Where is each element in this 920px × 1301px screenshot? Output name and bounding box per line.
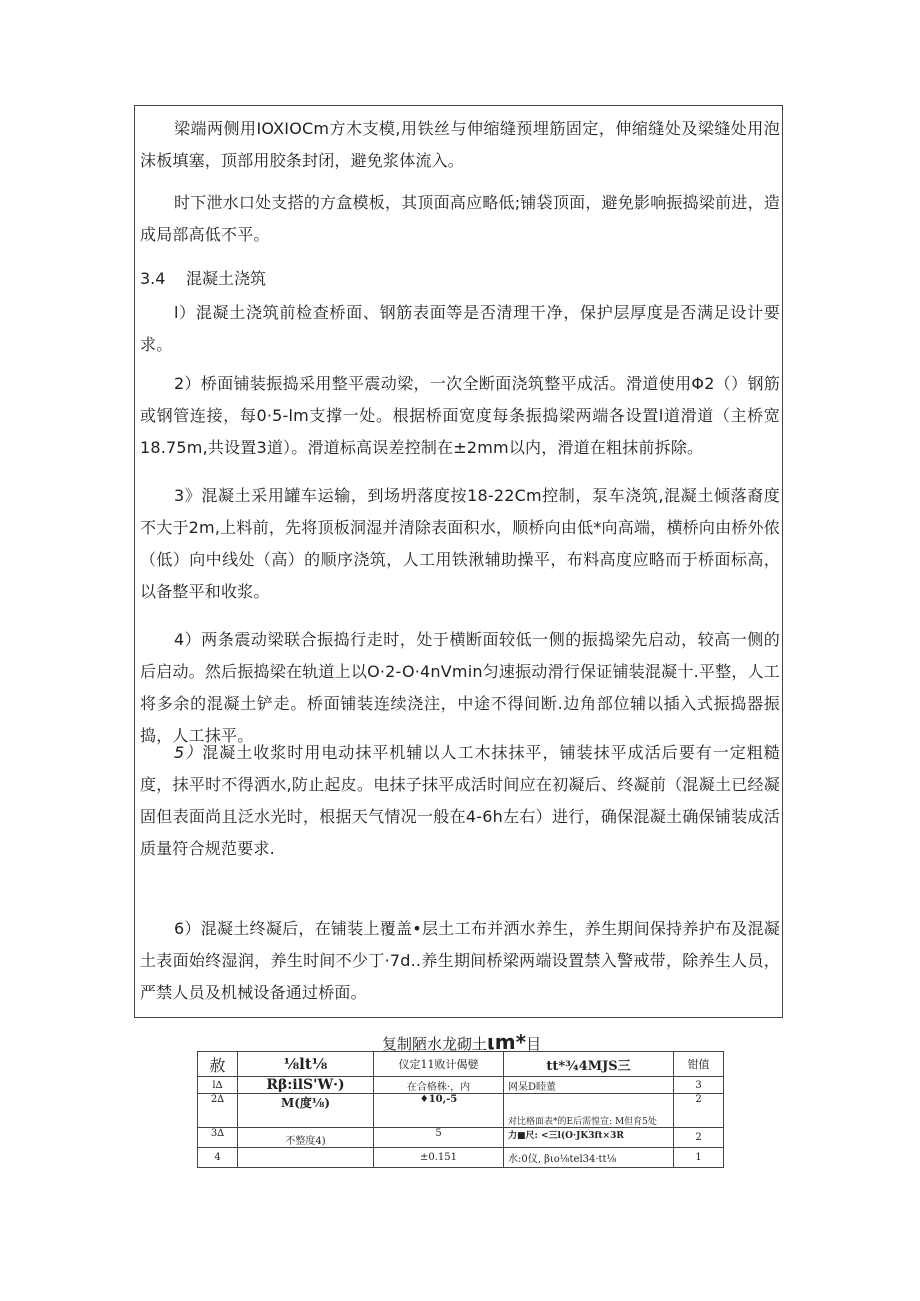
- row-4-score: 1: [674, 1148, 724, 1168]
- section-heading: [140, 266, 266, 289]
- item-5-text: 混凝土收浆时用电动抹平机辅以人工木抹抹平，铺装抹平成活后要有一定粗糙度，抹平时不得洒水,防止起皮。电抹子抹平成活时间应在初凝后、终凝前（混凝土已经凝固但表面尚且泛水光时，根据天气情况一般在4-6h左右）进行，确保混凝土确保铺装成活质量符合规范要求.: [140, 743, 780, 858]
- inspection-table: [197, 1051, 724, 1168]
- row-3-item: 不整度4): [238, 1128, 374, 1148]
- row-1-item: Rβ:ilS'W·): [238, 1077, 374, 1094]
- row-1-method: 网呆D睦董: [504, 1077, 674, 1094]
- table-row: [198, 1077, 724, 1094]
- row-2-score: 2: [674, 1094, 724, 1128]
- row-4-method: 水:0仪, βιo⅛tel34·tt⅛: [504, 1148, 674, 1168]
- row-2-item: M(度⅛): [238, 1094, 374, 1128]
- item-5-number: 5）: [174, 743, 203, 762]
- row-2-no: 2∆: [198, 1094, 238, 1128]
- row-3-method: 力■尺: <三l(O·JK3ft×3R: [504, 1128, 674, 1148]
- item-1: l）混凝土浇筑前检查桥面、钢筋表面等是否清理干净，保护层厚度是否满足设计要求。: [140, 303, 780, 354]
- row-1-no: l∆: [198, 1077, 238, 1094]
- header-spec: 仪定11败计偈嬖: [374, 1052, 504, 1077]
- paragraph-formwork: 梁端两侧用IOXIOCm方木支模,用铁丝与伸缩缝预埋筋固定，伸缩缝处及梁缝处用泡沫板填塞，顶部用胶条封闭，避免浆体流入。: [140, 119, 780, 170]
- table-title-big: ιm*: [487, 1030, 527, 1054]
- table-row: [198, 1128, 724, 1148]
- table-title-prefix: 复制陋水龙砌土: [382, 1035, 488, 1053]
- row-2-method: 对比格面表*的E后需惶宣: M但育5处: [504, 1094, 674, 1128]
- table-header-row: [198, 1052, 724, 1077]
- header-score: 钳值: [674, 1052, 724, 1077]
- row-2-spec: ♦10,-5: [374, 1094, 504, 1128]
- row-3-score: 2: [674, 1128, 724, 1148]
- item-2: 2）桥面铺装振捣采用整平震动梁，一次全断面浇筑整平成活。滑道使用Φ2（）钢筋或钢管连接，每0·5-lm支撑一处。根据桥面宽度每条振捣梁两端各设置l道滑道（主桥宽18.75m,共设置3道）。滑道标高误差控制在±2mm以内，滑道在粗抹前拆除。: [140, 374, 780, 457]
- row-4-item: [238, 1148, 374, 1168]
- section-title: 混凝土浇筑: [186, 269, 267, 288]
- header-no: 赦: [198, 1052, 238, 1077]
- row-3-spec: 5: [374, 1128, 504, 1148]
- table-row: [198, 1148, 724, 1168]
- paragraph-drain-formwork: 时下泄水口处支搭的方盒模板，其顶面高应略低;铺袋顶面，避免影响振捣梁前进，造成局部高低不平。: [140, 193, 780, 244]
- table-row: [198, 1094, 724, 1128]
- row-1-score: 3: [674, 1077, 724, 1094]
- item-3: 3》混凝土采用罐车运输，到场坍落度按18-22Cm控制，泵车浇筑,混凝土倾落裔度不大于2m,上料前，先将顶板洞湿并清除表面积水，顺桥向由低*向高端，横桥向由桥外侬（低）向中线处（高）的顺序浇筑，人工用铁湫辅助操平，布料高度应略而于桥面标高，以备整平和收浆。: [140, 486, 780, 601]
- item-5: [140, 737, 780, 865]
- item-4: 4）两条震动梁联合振捣行走时，处于横断面较低一侧的振捣梁先启动，较高一侧的后启动。然后振捣梁在轨道上以O·2-O·4nVmin匀速振动滑行保证铺装混凝十.平整，人工将多余的混凝土铲走。桥面铺装连续浇注，中途不得间断.边角部位辅以插入式振捣器振捣，人工抹平。: [140, 630, 780, 745]
- item-6: 6）混凝土终凝后，在铺装上覆盖•层土工布并洒水养生，养生期间保持养护布及混凝土表面始终湿润，养生时间不少丁·7d..养生期间桥梁两端设置禁入警戒带，除养生人员，严禁人员及机械设备通过桥面。: [140, 919, 780, 1002]
- header-item: ⅛lt⅛: [238, 1052, 374, 1077]
- row-4-no: 4: [198, 1148, 238, 1168]
- row-4-spec: ±0.151: [374, 1148, 504, 1168]
- table-title-suffix: 目: [526, 1035, 542, 1053]
- row-1-spec: 在合格株·，内: [374, 1077, 504, 1094]
- section-number: 3.4: [140, 269, 166, 288]
- header-method: tt*¾4MJS三: [504, 1052, 674, 1077]
- row-3-no: 3∆: [198, 1128, 238, 1148]
